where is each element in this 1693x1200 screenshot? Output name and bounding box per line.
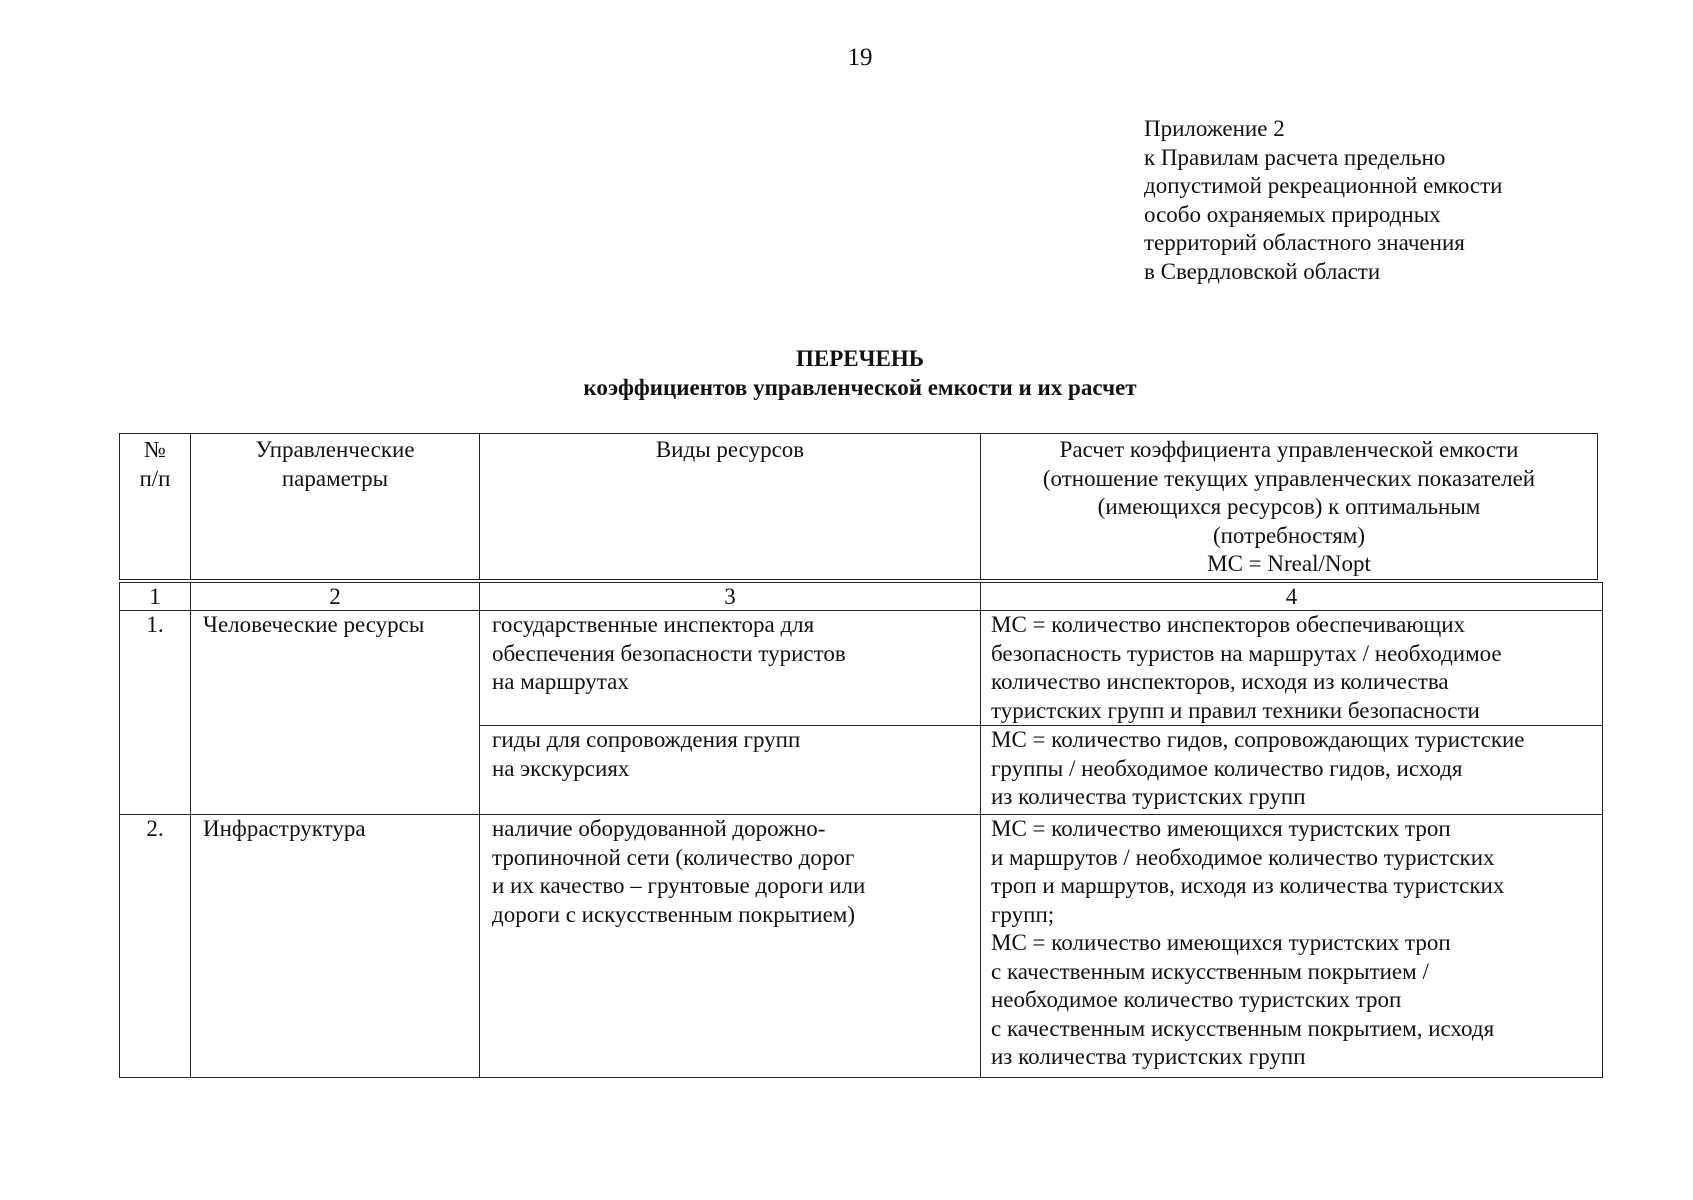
resource-calc-line: группы / необходимое количество гидов, исходя [991, 755, 1463, 781]
resource-calc [981, 611, 1603, 726]
row-number [120, 815, 191, 1078]
resource-kind-line: государственные инспектора для [492, 612, 815, 637]
table-row [120, 611, 1603, 726]
column-number: 4 [981, 583, 1603, 611]
resource-kind-line: гиды для сопровождения групп [492, 727, 801, 752]
resource-kind-line: на маршрутах [492, 669, 629, 694]
appendix-line: Приложение 2 [1144, 116, 1285, 141]
header-text: № [144, 437, 166, 462]
table-header [119, 433, 1598, 580]
row-param-text: Инфраструктура [203, 816, 366, 841]
header-text: (имеющихся ресурсов) к оптимальным [1097, 494, 1481, 519]
header-text: п/п [139, 465, 171, 491]
document-title [0, 344, 1693, 402]
column-number: 2 [191, 583, 480, 611]
resource-kind-line: наличие оборудованной дорожно- [492, 816, 826, 841]
row-number-text: 2. [146, 816, 164, 841]
resource-kind-line: тропиночной сети (количество дорог [492, 844, 855, 870]
column-number: 1 [120, 583, 191, 611]
resource-kind [480, 815, 981, 1078]
header-text: (потребностям) [1212, 522, 1366, 548]
resource-calc-line: и маршрутов / необходимое количество туристских [991, 844, 1495, 870]
appendix-note [1144, 115, 1502, 286]
header-calc-col [981, 434, 1598, 580]
table-row [120, 815, 1603, 1078]
row-param-text: Человеческие ресурсы [203, 612, 425, 637]
column-number: 3 [480, 583, 981, 611]
appendix-line: в Свердловской области [1144, 258, 1381, 284]
row-number [120, 611, 191, 815]
title-sub: коэффициентов управленческой емкости и их расчет [583, 375, 1137, 400]
resource-calc-line: МС = количество гидов, сопровождающих туристские [991, 727, 1525, 752]
resource-calc [981, 815, 1603, 1078]
header-params-col [191, 434, 480, 580]
resource-calc-line: троп и маршрутов, исходя из количества туристских [991, 873, 1505, 898]
coefficients-table [119, 582, 1603, 1078]
resource-calc-line: из количества туристских групп [991, 784, 1306, 809]
header-resources-col [480, 434, 981, 580]
appendix-line: к Правилам расчета предельно [1144, 144, 1446, 170]
resource-calc [981, 726, 1603, 815]
header-text: МС = Nreal/Nopt [1207, 551, 1371, 576]
resource-calc-line: с качественным искусственным покрытием / [991, 958, 1429, 984]
row-number-text: 1. [146, 612, 164, 637]
appendix-line: допустимой рекреационной емкости [1144, 173, 1503, 198]
row-param [191, 611, 480, 815]
resource-calc-line: групп; [991, 901, 1055, 927]
resource-kind-line: обеспечения безопасности туристов [492, 640, 846, 666]
header-text: Управленческие [255, 437, 415, 462]
resource-calc-line: туристских групп и правил техники безопасности [991, 697, 1480, 723]
header-number-col [120, 434, 191, 580]
header-row [120, 434, 1598, 580]
resource-kind-line: и их качество – грунтовые дороги или [492, 873, 866, 898]
page-number: 19 [847, 44, 873, 71]
resource-calc-line: необходимое количество туристских троп [991, 987, 1402, 1012]
header-text: (отношение текущих управленческих показателей [1042, 465, 1536, 491]
resource-kind [480, 611, 981, 726]
header-text: Виды ресурсов [655, 437, 805, 462]
resource-kind-line: дороги с искусственным покрытием) [492, 901, 856, 927]
resource-calc-line: МС = количество инспекторов обеспечивающих [991, 612, 1466, 637]
header-text: параметры [281, 465, 389, 491]
appendix-line: территорий областного значения [1144, 230, 1465, 255]
resource-kind [480, 726, 981, 815]
resource-calc-line: из количества туристских групп [991, 1044, 1306, 1069]
appendix-line: особо охраняемых природных [1144, 201, 1441, 227]
header-text: Расчет коэффициента управленческой емкости [1059, 437, 1519, 462]
column-number-row [120, 583, 1603, 611]
resource-calc-line: количество инспекторов, исходя из количества [991, 669, 1449, 694]
resource-calc-line: МС = количество имеющихся туристских троп [991, 816, 1451, 841]
resource-calc-line: с качественным искусственным покрытием, исходя [991, 1015, 1495, 1041]
title-main: ПЕРЕЧЕНЬ [796, 346, 924, 371]
resource-calc-line: безопасность туристов на маршрутах / необходимое [991, 640, 1502, 666]
resource-kind-line: на экскурсиях [492, 755, 630, 781]
row-param [191, 815, 480, 1078]
resource-calc-line: МС = количество имеющихся туристских троп [991, 930, 1451, 955]
